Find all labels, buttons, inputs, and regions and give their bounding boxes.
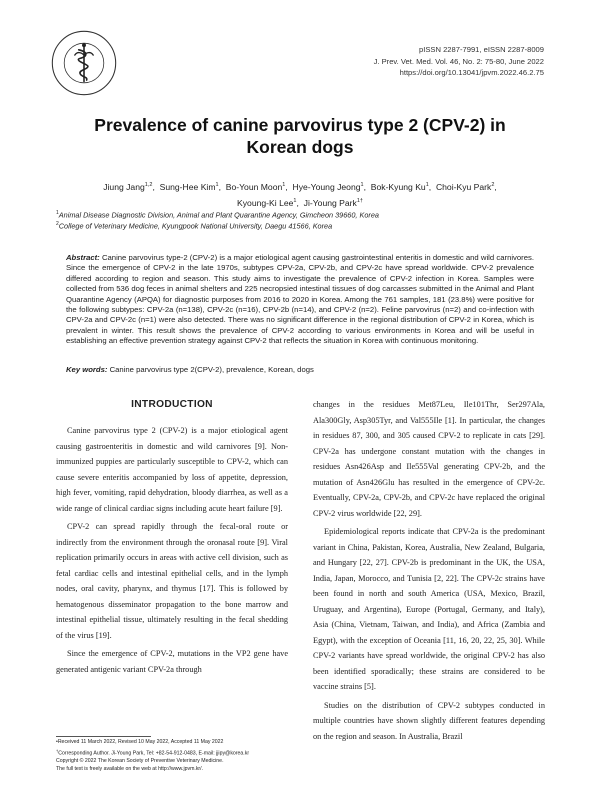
footnote-fulltext: The full text is freely available on the web at http://www.jpvm.kr/.	[56, 766, 204, 773]
body-paragraph: Studies on the distribution of CPV-2 subtypes conducted in multiple countries have shown slightly different features depending on the region and season. In Australia, Brazil	[313, 700, 545, 741]
title-line-1: Prevalence of canine parvovirus type 2 (CPV-2) in	[94, 115, 506, 135]
section-heading-introduction: INTRODUCTION	[131, 399, 213, 410]
footnote-received: •Received 11 March 2022, Revised 10 May 2022, Accepted 11 May 2022	[56, 739, 224, 745]
author: Bok-Kyung Ku$^1$	[370, 181, 429, 192]
body-paragraph: Since the emergence of CPV-2, mutations in the VP2 gene have generated antigenic variant CPV-2a through	[56, 649, 288, 674]
keywords-label: Key words:	[66, 365, 108, 374]
abstract-text: Canine parvovirus type-2 (CPV-2) is a major etiological agent causing gastrointestinal enteritis in domestic and wild carnivores. Since the emergence of CPV-2 in the late 1970s, subtypes CPV-2a, CPV-2b, and CPV-2c have spread worldwide. CPV-2 prevalence differed according to region and season. This study aims to investigate the prevalence of CPV-2 infection in Korea. Samples were collected from 536 dog feces in animal shelters and 225 necropsied intestinal tissues of dog carcasses submitted in the Animal and Plant Quarantine Agency (APQA) for diagnostic purposes from 2016 to 2020 in Korea. Among the 761 samples, 181 (23.8%) were positive for the following subtypes: CPV-2a (n=138), CPV-2c (n=16), CPV-2b (n=14), and CPV-2 (n=2). Feline parvovirus (n=2) and co-infection with CPV-2a and CPV-2c (n=1) were also detected. There was no significant difference in the regional distribution of CPV-2 in Korea, which is prevalent in winter. This result shows the prevalence of CPV-2 according to various environments in Korea and will be useful in establishing an effective prevention strategy against CPV-2 that reflects the situation in Korea with continuous monitoring.	[66, 253, 534, 346]
title-line-2: Korean dogs	[246, 137, 354, 157]
body-paragraph: CPV-2 can spread rapidly through the fecal-oral route or indirectly from the environment through the oronasal route [9]. Viral replication primarily occurs in areas with active cell division, such as fetal cardiac cells and intestinal epithelial cells, and in the lymph nodes, oral cavity, pharynx, and thymus [17]. This is followed by hematogenous disseminator propagation to the bone marrow and intestinal epithelial tissue, ultimately resulting in the fecal shedding of the virus [19].	[56, 522, 288, 640]
footnote-divider	[56, 736, 151, 737]
body-paragraph: Epidemiological reports indicate that CPV-2a is the predominant variant in China, Pakistan, Korea, Australia, New Zealand, Bulgaria, and Hungary [22, 27]. CPV-2b is predominant in the UK, the USA, India, Japan, Morocco, and Tunisia [2, 22]. The CPV-2c strains have been found in north and south America (USA, Mexico, Brazil, Uruguay, and Argentina), Europe (Portugal, Germany, and Italy), Asia (China, Vietnam, Taiwan, and India), and Africa (Zambia and Egypt), with the exception of Oceania [11, 16, 20, 22, 25, 30]. While CPV-2 variants have spread worldwide, the original CPV-2 has also been identified sporadically; these strains are considered to be vaccine strains [5].	[313, 527, 545, 691]
affiliations	[56, 209, 379, 231]
keywords-text: Canine parvovirus type 2(CPV-2), prevalence, Korean, dogs	[109, 365, 314, 374]
affiliation-item: $^2$College of Veterinary Medicine, Kyungpook National University, Daegu 41566, Korea	[56, 220, 333, 231]
abstract-label: Abstract:	[66, 253, 100, 262]
keywords	[66, 365, 534, 375]
body-paragraph: changes in the residues Met87Leu, Ile101Thr, Ser297Ala, Ala300Gly, Asp305Tyr, and Val555Ile [1]. In particular, the changes in residues 87, 300, and 305 caused CPV-2 to replicate in cats [29]. CPV-2a has undergone constant mutation with the changes in residues Asn426Asp and Ile555Val generating CPV-2b, and the mutation of Asn426Glu has resulted in the emergence of CPV-2c. Eventually, CPV-2a, CPV-2b, and CPV-2c have replaced the original CPV-2 virus worldwide [22, 29].	[313, 400, 545, 518]
journal-citation: J. Prev. Vet. Med. Vol. 46, No. 2: 75-80, June 2022	[373, 56, 544, 66]
author: Sung-Hee Kim$^1$	[159, 181, 219, 192]
doi-link[interactable]: https://doi.org/10.13041/jpvm.2022.46.2.75	[399, 68, 544, 77]
author: Kyoung-Ki Lee$^1$	[237, 197, 297, 208]
journal-meta	[374, 44, 544, 79]
author-list: Jiung Jang$^{1,2}$, Sung-Hee Kim$^1$, Bo-Youn Moon$^1$, Hye-Young Jeong$^1$, Bok-Kyung Ku$^1$, Choi-Kyu Park$^2$, Kyoung-Ki Lee$^1$, Ji-Young Park$^{1\dagger}$	[103, 181, 497, 208]
abstract	[66, 253, 534, 347]
article-title	[60, 114, 540, 158]
author: Jiung Jang$^{1,2}$	[103, 181, 153, 192]
author: Choi-Kyu Park$^2$	[435, 181, 495, 192]
footnote-copyright: Copyright © 2022 The Korean Society of Preventive Veterinary Medicine.	[56, 758, 224, 765]
society-seal-logo	[51, 30, 117, 96]
left-column	[56, 397, 288, 680]
author: Bo-Youn Moon$^1$	[225, 181, 286, 192]
footnote-corresponding: †Corresponding Author. Ji-Young Park, Tel: +82-54-912-0483, E-mail: jjipy@korea.kr	[56, 747, 250, 757]
body-paragraph: Canine parvovirus type 2 (CPV-2) is a major etiological agent causing gastroenteritis in domestic and wild carnivores [9]. Non-immunized puppies are particularly susceptible to CPV-2, which can cause severe enteritis accompanied by loss of appetite, depression, high fever, vomiting, rapid dehydration, bloody diarrhea, as well as a wide range of clinical cardiac signs including acute heart failure [9].	[56, 426, 288, 513]
issn: pISSN 2287-7991, eISSN 2287-8009	[419, 45, 544, 54]
footnotes	[56, 739, 292, 774]
right-column	[313, 397, 545, 747]
author: Ji-Young Park$^{1\dagger}$	[303, 197, 363, 208]
author: Hye-Young Jeong$^1$	[292, 181, 364, 192]
affiliation-item: $^1$Animal Disease Diagnostic Division, Animal and Plant Quarantine Agency, Gimcheon 39660, Korea	[56, 210, 379, 220]
